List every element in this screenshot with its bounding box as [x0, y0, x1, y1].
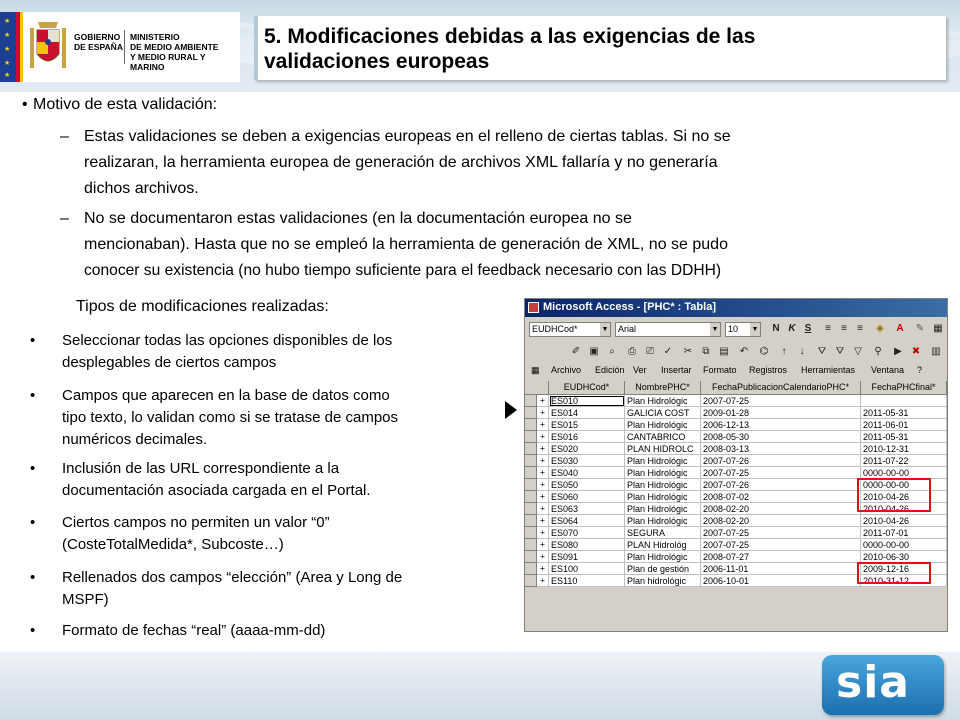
table-cell[interactable]: 2008-07-02 — [701, 491, 861, 503]
new-record-icon[interactable]: ▶ — [894, 346, 902, 357]
menu-archivo[interactable]: Archivo — [551, 365, 582, 375]
record-selector[interactable] — [525, 575, 537, 587]
gobierno-text — [74, 32, 123, 52]
table-cell[interactable]: ES080 — [549, 539, 625, 551]
database-window-icon[interactable]: ▥ — [931, 346, 941, 357]
slide-title-line-1: 5. Modificaciones debidas a las exigencias de las — [264, 25, 756, 48]
menu-herramientas[interactable]: Herramientas — [801, 365, 856, 375]
expand-icon[interactable]: + — [537, 407, 549, 419]
table-cell[interactable]: 2007-07-25 — [701, 395, 861, 407]
table-cell[interactable]: ES016 — [549, 431, 625, 443]
table-cell[interactable]: ES060 — [549, 491, 625, 503]
slide-title-box — [254, 16, 946, 80]
line-color-icon[interactable]: ✎ — [915, 323, 925, 334]
sub-bullet-dash: – — [60, 128, 69, 145]
filter-selection-icon[interactable]: ⛛ — [817, 346, 827, 357]
table-cell[interactable]: PLAN HIDROLC — [625, 443, 701, 455]
hyperlink-icon[interactable]: ⌬ — [759, 346, 769, 357]
record-selector[interactable] — [525, 467, 537, 479]
table-cell[interactable]: Plan Hidrológic — [625, 503, 701, 515]
apply-filter-icon[interactable]: ▽ — [854, 346, 862, 357]
table-cell[interactable]: 2006-12-13 — [701, 419, 861, 431]
record-selector[interactable] — [525, 419, 537, 431]
slide-title-line-2: validaciones europeas — [264, 50, 490, 73]
bullet-line: MSPF) — [62, 591, 109, 608]
access-menu-bar — [525, 363, 948, 379]
table-cell[interactable]: 2009-12-16 — [861, 563, 947, 575]
table-cell[interactable]: 2006-11-01 — [701, 563, 861, 575]
print-icon[interactable]: ⎙ — [628, 346, 636, 357]
record-selector[interactable] — [525, 515, 537, 527]
table-cell[interactable]: 2007-07-25 — [701, 467, 861, 479]
expand-icon[interactable]: + — [537, 539, 549, 551]
find-icon[interactable]: ⚲ — [874, 346, 882, 357]
eu-flag-strip: ★ ★ ★ ★ ★ — [0, 12, 16, 82]
align-right-icon[interactable]: ≡ — [857, 323, 863, 334]
record-selector[interactable] — [525, 563, 537, 575]
table-cell[interactable]: 2010-04-26 — [861, 503, 947, 515]
align-left-icon[interactable]: ≡ — [825, 323, 831, 334]
gobierno-logo — [0, 12, 240, 82]
cut-icon[interactable]: ✂ — [683, 346, 693, 357]
table-cell[interactable]: 2010-31-12 — [861, 575, 947, 587]
save-icon[interactable]: ▣ — [589, 346, 599, 357]
sub-bullet-2-line-3: conocer su existencia (no hubo tiempo suficiente para el feedback necesario con las DDHH) — [84, 262, 722, 279]
grid-icon[interactable]: ▦ — [933, 323, 943, 334]
corner-cell[interactable] — [525, 381, 549, 395]
table-cell[interactable] — [861, 395, 947, 407]
table-cell[interactable]: 2008-02-20 — [701, 503, 861, 515]
coat-of-arms-icon — [28, 18, 68, 76]
record-selector[interactable] — [525, 539, 537, 551]
font-combo-value: Arial — [618, 324, 637, 334]
access-standard-toolbar — [525, 342, 948, 362]
column-header[interactable]: NombrePHC* — [625, 381, 701, 395]
table-cell[interactable]: Plan hidrológic — [625, 575, 701, 587]
sia-logo-text: sia — [836, 657, 910, 708]
table-cell[interactable]: 2007-07-26 — [701, 479, 861, 491]
dropdown-arrow-icon[interactable]: ▼ — [710, 323, 720, 336]
table-cell[interactable]: 2011-07-22 — [861, 455, 947, 467]
access-app-icon — [528, 302, 539, 313]
bullet-line: Formato de fechas “real” (aaaa-mm-dd) — [62, 622, 326, 639]
sia-logo — [822, 655, 944, 715]
record-selector[interactable] — [525, 551, 537, 563]
ministerio-line-2: DE MEDIO AMBIENTE — [130, 42, 219, 52]
expand-icon[interactable]: + — [537, 491, 549, 503]
font-color-icon[interactable]: A — [896, 323, 904, 334]
sub-bullet-2-line-2: mencionaban). Hasta que no se empleó la herramienta de generación de XML, no se pudo — [84, 236, 728, 253]
logo-divider — [124, 30, 125, 64]
bullet-line: documentación asociada cargada en el Portal. — [62, 482, 371, 499]
expand-icon[interactable]: + — [537, 443, 549, 455]
expand-icon[interactable]: + — [537, 395, 549, 407]
highlight-box-1 — [857, 478, 931, 512]
table-cell[interactable]: 0000-00-00 — [861, 479, 947, 491]
table-cell[interactable]: Plan Hidrológic — [625, 455, 701, 467]
italic-button[interactable]: K — [788, 323, 796, 334]
expand-icon[interactable]: + — [537, 575, 549, 587]
table-cell[interactable]: 2010-04-26 — [861, 491, 947, 503]
record-selector[interactable] — [525, 479, 537, 491]
record-selector[interactable] — [525, 431, 537, 443]
dropdown-arrow-icon[interactable]: ▼ — [750, 323, 760, 336]
table-cell[interactable]: 2008-07-27 — [701, 551, 861, 563]
menu-table-icon[interactable]: ▦ — [531, 365, 540, 375]
access-format-toolbar — [525, 319, 948, 341]
access-screenshot — [524, 298, 948, 632]
spelling-icon[interactable]: ✓ — [663, 346, 673, 357]
record-selector[interactable] — [525, 443, 537, 455]
menu-insertar[interactable]: Insertar — [661, 365, 692, 375]
tipos-title: Tipos de modificaciones realizadas: — [76, 298, 329, 315]
table-cell[interactable]: 2011-05-31 — [861, 431, 947, 443]
table-cell[interactable]: 2008-02-20 — [701, 515, 861, 527]
record-selector[interactable] — [525, 395, 537, 407]
table-cell[interactable]: ES100 — [549, 563, 625, 575]
paste-icon[interactable]: ▤ — [719, 346, 729, 357]
table-cell[interactable]: Plan Hidrológic — [625, 395, 701, 407]
table-cell[interactable]: 2009-01-28 — [701, 407, 861, 419]
slide-title — [264, 24, 755, 74]
table-cell[interactable]: ES091 — [549, 551, 625, 563]
bullet-line: (CosteTotalMedida*, Subcoste…) — [62, 536, 284, 553]
bullet-line: numéricos decimales. — [62, 431, 208, 448]
record-selector[interactable] — [525, 503, 537, 515]
field-combo-value: EUDHCod* — [532, 324, 578, 334]
undo-icon[interactable]: ↶ — [739, 346, 749, 357]
highlight-box-2 — [857, 562, 931, 584]
record-selector[interactable] — [525, 491, 537, 503]
underline-button[interactable]: S — [804, 323, 812, 334]
ministerio-line-1: MINISTERIO — [130, 32, 180, 42]
table-cell[interactable]: 2010-06-30 — [861, 551, 947, 563]
bullet-dot: • — [30, 514, 36, 531]
size-combo-value: 10 — [728, 324, 739, 334]
preview-icon[interactable]: ⎚ — [646, 346, 654, 357]
field-combo[interactable] — [529, 322, 611, 337]
size-combo[interactable] — [725, 322, 761, 337]
table-cell[interactable]: Plan Hidrológic — [625, 467, 701, 479]
ministerio-line-3: Y MEDIO RURAL Y MARINO — [130, 52, 206, 72]
column-header[interactable]: FechaPublicacionCalendarioPHC* — [701, 381, 861, 395]
expand-icon[interactable]: + — [537, 419, 549, 431]
table-cell[interactable]: SEGURA — [625, 527, 701, 539]
copy-icon[interactable]: ⧉ — [702, 346, 710, 357]
column-header[interactable]: EUDHCod* — [549, 381, 625, 395]
bullet-line: Inclusión de las URL correspondiente a la — [62, 460, 340, 477]
table-cell[interactable]: ES015 — [549, 419, 625, 431]
ministerio-text — [130, 32, 240, 72]
gobierno-line-2: DE ESPAÑA — [74, 42, 123, 52]
align-center-icon[interactable]: ≡ — [841, 323, 847, 334]
sub-bullet-1-line-1: Estas validaciones se deben a exigencias europeas en el relleno de ciertas tablas. Si no se — [84, 128, 731, 145]
bullet-dot: • — [30, 332, 36, 349]
table-cell[interactable]: 0000-00-00 — [861, 539, 947, 551]
expand-icon[interactable]: + — [537, 563, 549, 575]
table-cell[interactable]: ES020 — [549, 443, 625, 455]
table-cell[interactable]: ES040 — [549, 467, 625, 479]
current-record-arrow-icon — [505, 401, 517, 419]
expand-icon[interactable]: + — [537, 503, 549, 515]
search-icon[interactable]: ⌕ — [609, 346, 615, 357]
table-cell[interactable]: ES064 — [549, 515, 625, 527]
expand-icon[interactable]: + — [537, 515, 549, 527]
access-window-title: Microsoft Access - [PHC* : Tabla] — [543, 301, 716, 313]
expand-icon[interactable]: + — [537, 479, 549, 491]
expand-icon[interactable]: + — [537, 551, 549, 563]
bold-button[interactable]: N — [772, 323, 780, 334]
table-cell[interactable]: 2011-05-31 — [861, 407, 947, 419]
table-cell[interactable]: Plan de gestión — [625, 563, 701, 575]
table-cell[interactable]: 2010-12-31 — [861, 443, 947, 455]
bullet-line: desplegables de ciertos campos — [62, 354, 277, 371]
menu-registros[interactable]: Registros — [749, 365, 788, 375]
gobierno-line-1: GOBIERNO — [74, 32, 121, 42]
title-accent-bar — [254, 16, 258, 80]
table-cell[interactable]: Plan Hidrológic — [625, 551, 701, 563]
font-combo[interactable] — [615, 322, 721, 337]
table-cell[interactable]: 2008-05-30 — [701, 431, 861, 443]
table-cell[interactable]: 2010-04-26 — [861, 515, 947, 527]
table-cell[interactable]: ES063 — [549, 503, 625, 515]
table-cell[interactable]: ES014 — [549, 407, 625, 419]
sort-desc-icon[interactable]: ↓ — [799, 346, 805, 357]
bullet-dot: • — [30, 622, 36, 639]
expand-icon[interactable]: + — [537, 467, 549, 479]
bullet-dot: • — [22, 96, 28, 113]
bullet-dot: • — [30, 569, 36, 586]
menu-ventana[interactable]: Ventana — [871, 365, 905, 375]
table-cell[interactable]: ES030 — [549, 455, 625, 467]
menu-ver[interactable]: Ver — [633, 365, 647, 375]
table-cell[interactable]: Plan Hidrológic — [625, 491, 701, 503]
record-selector[interactable] — [525, 407, 537, 419]
expand-icon[interactable]: + — [537, 431, 549, 443]
table-cell[interactable]: 2008-03-13 — [701, 443, 861, 455]
bullet-line: Ciertos campos no permiten un valor “0” — [62, 514, 330, 531]
record-selector[interactable] — [525, 527, 537, 539]
sub-bullet-dash: – — [60, 210, 69, 227]
table-cell[interactable]: GALICIA COST — [625, 407, 701, 419]
spain-flag-strip-yellow — [20, 12, 23, 82]
menu-formato[interactable]: Formato — [703, 365, 737, 375]
bullet-line: Rellenados dos campos “elección” (Area y Long de — [62, 569, 403, 586]
design-view-icon[interactable]: ✐ — [571, 346, 581, 357]
table-cell[interactable]: ES050 — [549, 479, 625, 491]
menu-ayuda[interactable]: ? — [917, 365, 923, 375]
table-cell[interactable]: ES010 — [549, 395, 625, 407]
bullet-line: tipo texto, lo validan como si se tratase de campos — [62, 409, 399, 426]
bullet-motivo-text: Motivo de esta validación: — [33, 96, 218, 113]
table-cell[interactable]: 2007-07-25 — [701, 527, 861, 539]
table-cell[interactable]: 2007-07-26 — [701, 455, 861, 467]
sub-bullet-1-line-3: dichos archivos. — [84, 180, 199, 197]
table-cell[interactable]: PLAN Hidrológ — [625, 539, 701, 551]
sub-bullet-1-line-2: realizaran, la herramienta europea de generación de archivos XML fallaría y no generaría — [84, 154, 718, 171]
bullet-line: Seleccionar todas las opciones disponibles de los — [62, 332, 393, 349]
table-cell[interactable]: 2007-07-25 — [701, 539, 861, 551]
table-cell[interactable]: 0000-00-00 — [861, 467, 947, 479]
dropdown-arrow-icon[interactable]: ▼ — [600, 323, 610, 336]
menu-edicion[interactable]: Edición — [595, 365, 625, 375]
table-cell[interactable]: CANTABRICO — [625, 431, 701, 443]
expand-icon[interactable]: + — [537, 455, 549, 467]
column-header[interactable]: FechaPHCfinal* — [861, 381, 947, 395]
bullet-dot: • — [30, 460, 36, 477]
record-selector[interactable] — [525, 455, 537, 467]
footer-band — [0, 652, 960, 720]
table-cell[interactable]: Plan Hidrológic — [625, 515, 701, 527]
table-cell[interactable]: ES110 — [549, 575, 625, 587]
bullet-line: Campos que aparecen en la base de datos como — [62, 387, 390, 404]
bullet-dot: • — [30, 387, 36, 404]
table-cell[interactable]: 2011-06-01 — [861, 419, 947, 431]
delete-record-icon[interactable]: ✖ — [911, 346, 921, 357]
table-cell[interactable]: 2011-07-01 — [861, 527, 947, 539]
access-title-bar — [525, 299, 948, 317]
table-cell[interactable]: ES070 — [549, 527, 625, 539]
fill-color-icon[interactable]: ◈ — [876, 323, 884, 334]
filter-form-icon[interactable]: ⛛ — [835, 346, 845, 357]
table-cell[interactable]: 2006-10-01 — [701, 575, 861, 587]
table-cell[interactable]: Plan Hidrológic — [625, 479, 701, 491]
table-cell[interactable]: Plan Hidrológic — [625, 419, 701, 431]
expand-icon[interactable]: + — [537, 527, 549, 539]
sub-bullet-2-line-1: No se documentaron estas validaciones (en la documentación europea no se — [84, 210, 632, 227]
sort-asc-icon[interactable]: ↑ — [781, 346, 787, 357]
